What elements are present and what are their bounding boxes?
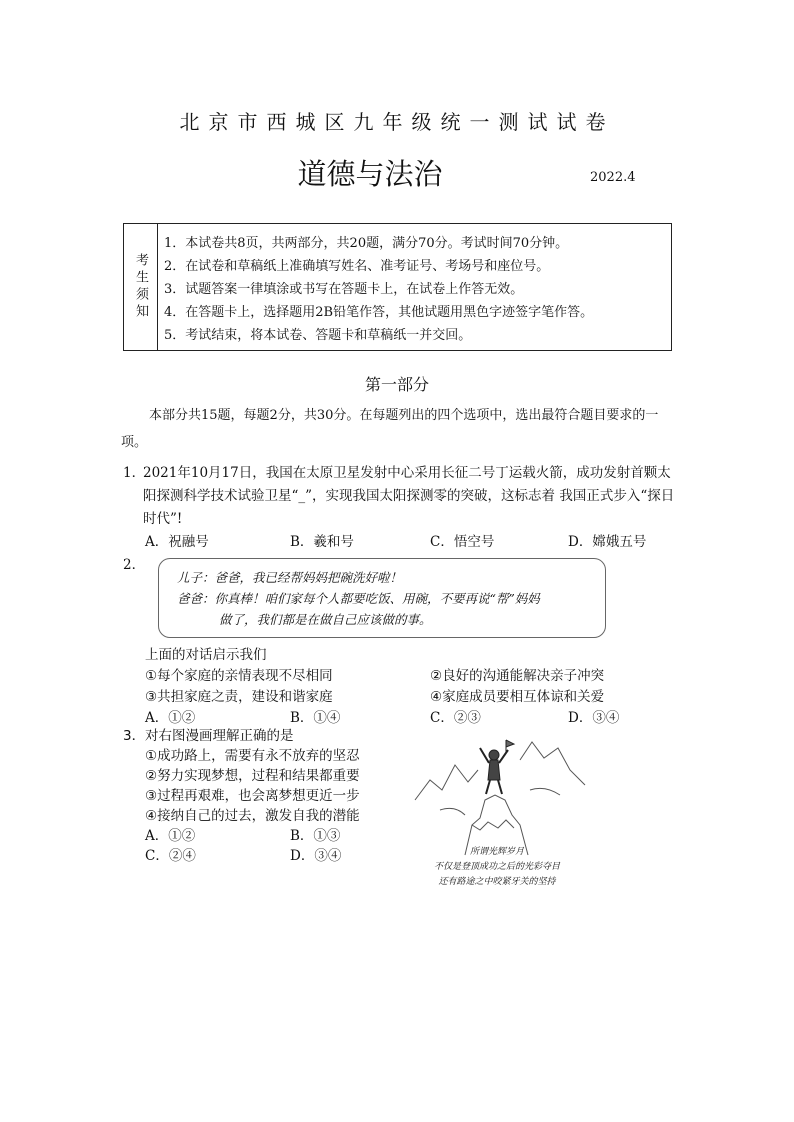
option-c: C．②③	[430, 710, 481, 726]
notice-list	[164, 232, 593, 347]
statement: ②努力实现梦想，过程和结果都重要	[145, 768, 360, 784]
notice-label: 考生须知	[133, 253, 148, 321]
statement: ①成功路上，需要有永不放弃的坚忍	[145, 748, 360, 764]
question-number: 3．	[123, 728, 146, 744]
option-c: C．悟空号	[430, 534, 495, 550]
dialogue-line: 爸爸：你真棒！咱们家每个人都要吃饭、用碗，不要再说“帮”妈妈	[177, 591, 540, 606]
question-1	[123, 462, 683, 531]
question-text: 2021年10月17日，我国在太原卫星发射中心采用长征二号丁运载火箭，成功发射首颗太阳探测科学技术试验卫星“_”，实现我国太阳探测零的突破，这标志着 我国正式步入“探日时代”!	[143, 465, 675, 527]
statement: ①每个家庭的亲情表现不尽相同	[145, 668, 333, 684]
question-stem: 上面的对话启示我们	[145, 647, 267, 663]
dialogue-line: 儿子：爸爸，我已经帮妈妈把碗洗好啦！	[177, 570, 403, 585]
option-d: D．③④	[290, 848, 342, 864]
option-b: B．①④	[290, 710, 341, 726]
statement: ②良好的沟通能解决亲子冲突	[430, 668, 605, 684]
statement: ④接纳自己的过去，激发自我的潜能	[145, 808, 360, 824]
candidate-notice-box	[123, 223, 672, 351]
option-a: A．祝融号	[145, 534, 209, 550]
cartoon-caption-line: 还有路途之中咬紧牙关的坚持	[438, 877, 556, 887]
cartoon-caption-line: 不仅是登顶成功之后的光彩夺目	[433, 862, 560, 872]
notice-item: 3．试题答案一律填涂或书写在答题卡上，在试卷上作答无效。	[164, 282, 524, 297]
question-stem: 对右图漫画理解正确的是	[145, 728, 294, 744]
option-a: A．①②	[145, 710, 196, 726]
exam-date: 2022.4	[590, 170, 636, 185]
notice-item: 1．本试卷共8页，共两部分，共20题，满分70分。考试时间70分钟。	[164, 236, 569, 251]
statement: ③共担家庭之责，建设和谐家庭	[145, 689, 333, 705]
question-number: 1．	[123, 465, 146, 481]
option-d: D．③④	[568, 710, 620, 726]
option-b: B．羲和号	[290, 534, 354, 550]
notice-label-cell	[124, 224, 158, 350]
part-instructions: 本部分共15题，每题2分，共30分。在每题列出的四个选项中，选出最符合题目要求的一项。	[121, 408, 659, 450]
notice-item: 4．在答题卡上，选择题用2B铅笔作答，其他试题用黑色字迹签字笔作答。	[164, 305, 594, 320]
option-a: A．①②	[145, 828, 196, 844]
option-c: C．②④	[145, 848, 196, 864]
exam-school-title: 北京市西城区九年级统一测试试卷	[179, 110, 615, 134]
notice-item: 5．考试结束，将本试卷、答题卡和草稿纸一并交回。	[164, 328, 472, 343]
statement: ④家庭成员要相互体谅和关爱	[430, 689, 605, 705]
subject-title: 道德与法治	[297, 157, 443, 191]
statement: ③过程再艰难，也会离梦想更近一步	[145, 788, 360, 804]
mountain-climber-cartoon	[410, 730, 590, 860]
dialogue-line: 做了，我们都是在做自己应该做的事。	[219, 612, 432, 627]
option-b: B．①③	[290, 828, 341, 844]
option-d: D．嫦娥五号	[568, 534, 647, 550]
question-number: 2．	[123, 557, 146, 573]
notice-item: 2．在试卷和草稿纸上准确填写姓名、准考证号、考场号和座位号。	[164, 259, 550, 274]
part-title: 第一部分	[364, 375, 429, 394]
dialogue-bubble	[158, 558, 606, 638]
cartoon-caption-line: 所谓光辉岁月	[469, 847, 524, 857]
